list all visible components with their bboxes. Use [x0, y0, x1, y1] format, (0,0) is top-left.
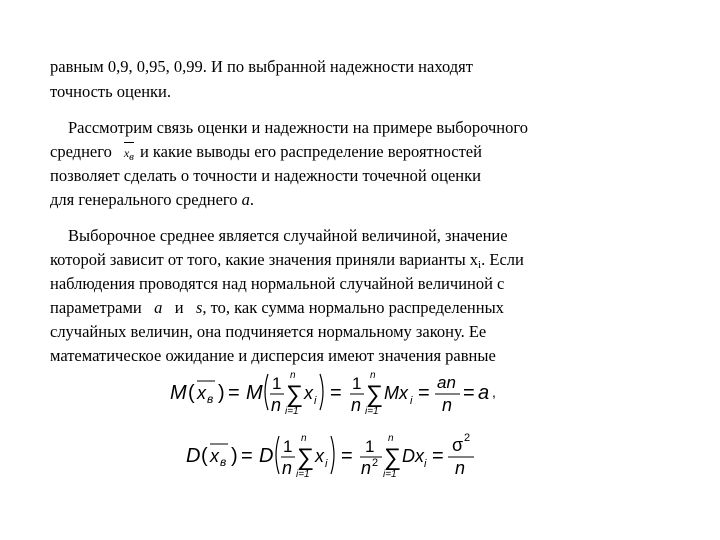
square: 2: [372, 457, 379, 469]
big-paren-right: [331, 436, 334, 474]
text-fragment: . Если: [481, 250, 524, 269]
numerator-1: 1: [283, 437, 293, 456]
variable-s: s: [195, 298, 203, 317]
text-line: точность оценки.: [50, 82, 171, 101]
sum-top: n: [370, 370, 376, 381]
x-var: x: [197, 383, 206, 403]
Dx-term: Dx: [402, 446, 424, 466]
paren: ): [218, 382, 225, 404]
text-line: случайных величин, она подчиняется нормальному закону. Ее: [50, 322, 487, 341]
text-fragment: для генерального среднего: [50, 190, 238, 209]
denominator-n: n: [361, 458, 372, 478]
big-paren-left: [276, 436, 279, 474]
text-fragment: среднего: [50, 142, 112, 161]
equals: =: [432, 445, 444, 467]
denominator-n: n: [455, 458, 466, 478]
x-var: x: [315, 446, 324, 466]
paren: (: [188, 382, 195, 404]
equals: =: [418, 382, 430, 404]
equals: =: [228, 382, 240, 404]
sample-mean-symbol: xв: [124, 143, 134, 167]
text-line: равным 0,9, 0,95, 0,99. И по выбранной надежности находят: [50, 57, 473, 76]
big-paren-right: [320, 374, 323, 410]
x-sub: в: [207, 392, 214, 406]
i-sub: i: [410, 395, 413, 407]
variable-a: a: [478, 382, 490, 404]
text-fragment: и какие выводы его распределение вероятностей: [139, 142, 482, 161]
text-line: наблюдения проводятся над нормальной случайной величиной с: [50, 274, 505, 293]
numerator-1: 1: [272, 374, 282, 393]
text-line: Выборочное среднее является случайной величиной, значение: [68, 226, 508, 245]
sum-bottom: i=1: [365, 406, 379, 417]
sum-sign: ∑: [297, 444, 315, 471]
sum-top: n: [388, 433, 394, 444]
i-sub: i: [424, 458, 427, 470]
sum-bottom: i=1: [285, 406, 299, 417]
variable-a: a: [241, 190, 250, 209]
x-var: x: [304, 383, 313, 403]
operator-M: M: [246, 382, 263, 404]
numerator-1: 1: [365, 437, 375, 456]
operator-D: D: [259, 445, 274, 467]
text-line: позволяет сделать о точности и надежности точечной оценки: [50, 166, 481, 185]
denominator-n: n: [351, 395, 362, 415]
numerator-an: an: [437, 373, 456, 392]
text-line: математическое ожидание и дисперсия имеют значения равные: [50, 346, 496, 365]
paren: ): [231, 445, 238, 467]
numerator-1: 1: [352, 374, 362, 393]
sigma: σ: [452, 435, 464, 455]
Mx-term: Mx: [384, 383, 408, 403]
text-fragment: , то, как сумма нормально распределенных: [202, 298, 504, 317]
operator-M: M: [170, 382, 187, 404]
equals: =: [330, 382, 342, 404]
sum-top: n: [290, 370, 296, 381]
operator-D: D: [186, 445, 201, 467]
equals: =: [241, 445, 253, 467]
denominator-n: n: [442, 395, 453, 415]
sum-top: n: [301, 433, 307, 444]
sum-sign: ∑: [366, 381, 384, 408]
x-var: x: [210, 446, 219, 466]
equals: =: [341, 445, 353, 467]
text-fragment: и: [174, 298, 184, 317]
equals: =: [463, 382, 475, 404]
formula-variance: [186, 432, 474, 480]
variable-a: a: [154, 298, 163, 317]
text-fragment: .: [249, 190, 254, 209]
sum-bottom: i=1: [296, 469, 310, 480]
x-sub: в: [220, 455, 227, 469]
sum-bottom: i=1: [383, 469, 397, 480]
i-sub: i: [325, 458, 328, 470]
paren: (: [201, 445, 208, 467]
i-sub: i: [314, 395, 317, 407]
sum-sign: ∑: [384, 444, 402, 471]
big-paren-left: [265, 374, 268, 410]
sum-sign: ∑: [286, 381, 304, 408]
text-fragment: которой зависит от того, какие значения приняли варианты x: [50, 250, 479, 269]
subscript-i: i: [478, 259, 482, 271]
comma: ,: [492, 384, 496, 400]
text-fragment: параметрами: [50, 298, 142, 317]
denominator-n: n: [271, 395, 282, 415]
text-line: Рассмотрим связь оценки и надежности на примере выборочного: [68, 118, 528, 137]
square: 2: [464, 432, 471, 444]
denominator-n: n: [282, 458, 293, 478]
formula-expectation: [170, 370, 496, 417]
